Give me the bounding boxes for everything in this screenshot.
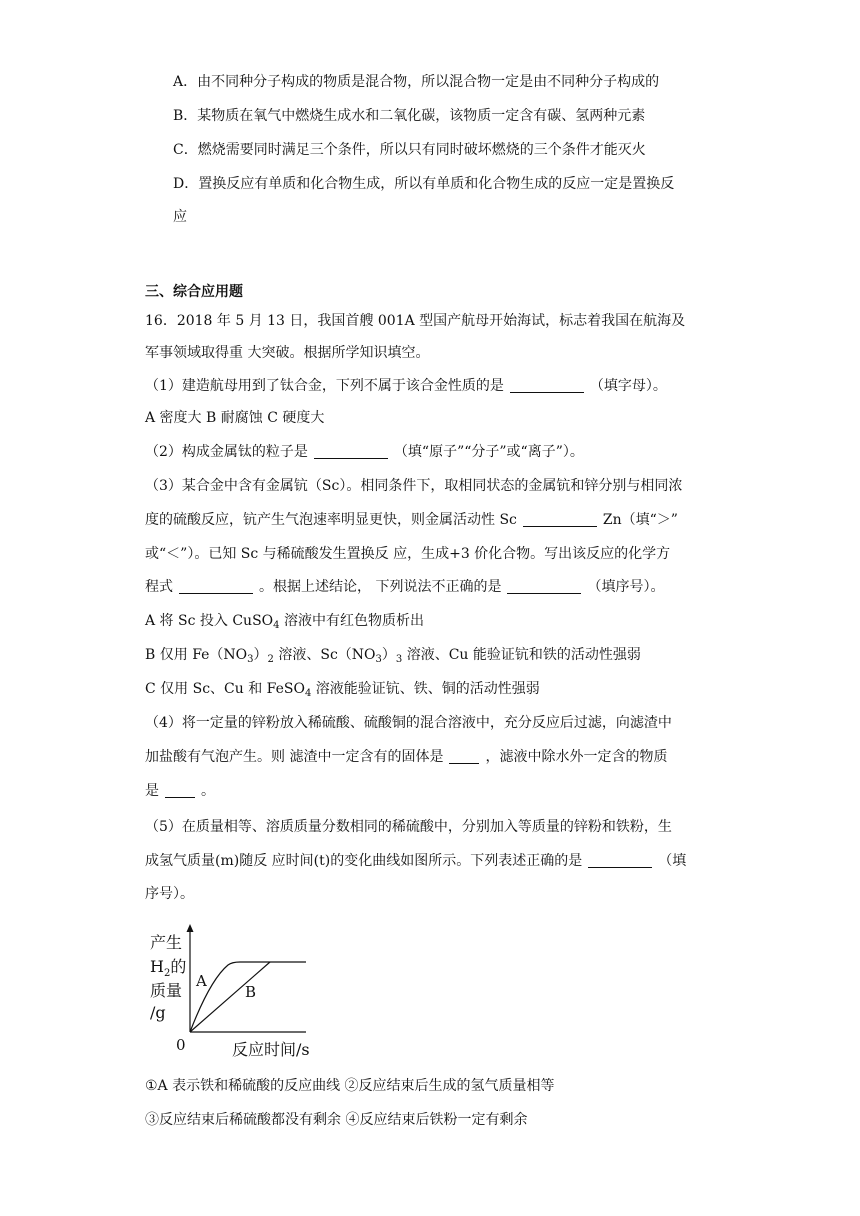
answer-blank-1[interactable] [510,377,584,393]
q16-part3-line2 [145,510,678,530]
q16-part4-line3 [145,781,215,801]
opt-a-sub: 4 [273,620,280,631]
q16-part3-line3: 或“＜”）。已知 Sc 与稀硫酸发生置换反 应，生成+3 价化合物。写出该反应的化学方 [145,546,671,562]
answer-blank-2[interactable] [314,443,388,459]
q16-part3-line4-a: 程式 [145,579,173,595]
ylabel-line4: /g [150,1003,166,1022]
answer-blank-3[interactable] [523,511,597,527]
q16-part1-text: （1）建造航母用到了钛合金，下列不属于该合金性质的是 [145,378,504,394]
opt-b-sub1: 3 [247,654,254,665]
q16-part5-line2-b: （填 [658,853,687,869]
opt-b-rest: 溶液、Cu 能验证钪和铁的活动性强弱 [402,647,641,663]
q16-part4-line2-b: ，滤液中除水外一定含的物质 [485,749,668,765]
reaction-graph [140,922,330,1062]
statements-line2: ③反应结束后稀硫酸都没有剩余 ④反应结束后铁粉一定有剩余 [145,1112,528,1128]
opt-b-sub4: 3 [395,654,403,665]
y-axis-arrow [187,924,194,932]
curve-b-label: B [245,983,257,1001]
answer-blank-5[interactable] [507,578,581,594]
opt-c-sub: 4 [304,688,312,699]
opt-c-text: C 仅用 Sc、Cu 和 FeSO [145,681,305,697]
opt-b-paren1: ） [253,647,268,663]
q16-part1-suffix: （填字母）。 [589,378,667,394]
q16-part3-line2-a: 度的硫酸反应，钪产生气泡速率明显更快，则金属活动性 Sc [145,512,517,528]
q16-part2-suffix: （填“原子”“分子”或“离子”）。 [393,444,584,460]
answer-blank-6[interactable] [449,748,479,764]
q16-part3-line4 [145,577,664,597]
answer-blank-4[interactable] [179,578,253,594]
q16-part4-line3-b: 。 [201,783,215,799]
opt-a-text: A 将 Sc 投入 CuSO [145,613,274,629]
origin-label: 0 [176,1036,186,1054]
q16-part4-line1: （4）将一定量的锌粉放入稀硫酸、硫酸铜的混合溶液中，充分反应后过滤，向滤渣中 [145,715,672,731]
option-d-text: D．置换反应有单质和化合物生成，所以有单质和化合物生成的反应一定是置换反 [173,176,675,192]
opt-a-rest: 溶液中有红色物质析出 [279,613,424,629]
answer-blank-7[interactable] [165,782,195,798]
q16-part1 [145,376,667,396]
q16-part2 [145,442,584,462]
option-b-text: B．某物质在氧气中燃烧生成水和二氧化碳，该物质一定含有碳、氢两种元素 [173,108,646,124]
q16-part4-line2 [145,747,667,767]
xlabel: 反应时间/s [232,1040,310,1059]
statements-line1: ①A 表示铁和稀硫酸的反应曲线 ②反应结束后生成的氢气质量相等 [145,1078,555,1094]
q16-part5-line2 [145,851,686,871]
opt-b-mid: 溶液、Sc（NO [273,647,376,663]
ylabel-line1: 产生 [150,933,183,952]
q16-part4-line3-a: 是 [145,783,159,799]
q16-part5-line1: （5）在质量相等、溶质质量分数相同的稀硫酸中，分别加入等质量的锌粉和铁粉，生 [145,819,672,835]
option-c-text: C．燃烧需要同时满足三个条件，所以只有同时破坏燃烧的三个条件才能灭火 [173,142,646,158]
answer-blank-8[interactable] [588,852,652,868]
curve-a-label: A [196,972,207,990]
ylabel-line3: 质量 [150,981,183,1000]
q16-intro-line2: 军事领域取得重 大突破。根据所学知识填空。 [145,345,430,361]
option-d-continuation: 应 [173,209,187,225]
section-title: 三、综合应用题 [145,284,243,300]
q16-part3-line4-b: 。根据上述结论， 下列说法不正确的是 [259,579,502,595]
q16-part3-line1: （3）某合金中含有金属钪（Sc）。相同条件下，取相同状态的金属钪和锌分别与相同浓 [145,478,683,494]
q16-part1-options: A 密度大 B 耐腐蚀 C 硬度大 [145,410,325,426]
q16-part3-option-c [145,679,540,704]
q16-part3-line2-b: Zn（填“＞” [602,512,678,528]
q16-part2-text: （2）构成金属钛的粒子是 [145,444,308,460]
option-a-text: A．由不同种分子构成的物质是混合物，所以混合物一定是由不同种分子构成的 [173,74,660,90]
opt-b-text: B 仅用 Fe（NO [145,647,248,663]
q16-part3-line4-c: （填序号）。 [587,579,665,595]
q16-part5-line3: 序号）。 [145,886,194,902]
q16-part4-line2-a: 加盐酸有气泡产生。则 滤渣中一定含有的固体是 [145,749,444,765]
q16-part3-option-a [145,611,424,636]
q16-part3-option-b [145,645,641,670]
ylabel-line2: $H_2$的 [150,957,187,979]
q16-part5-line2-a: 成氢气质量(m)随反 应时间(t)的变化曲线如图所示。下列表述正确的是 [145,853,583,869]
opt-b-sub3: 3 [375,654,382,665]
opt-b-sub2: 2 [267,654,274,665]
opt-c-rest: 溶液能验证钪、铁、铜的活动性强弱 [311,681,540,697]
q16-intro-line1: 16．2018 年 5 月 13 日，我国首艘 001A 型国产航母开始海试，标志着我国在航海及 [145,313,686,329]
opt-b-paren2: ） [381,647,396,663]
